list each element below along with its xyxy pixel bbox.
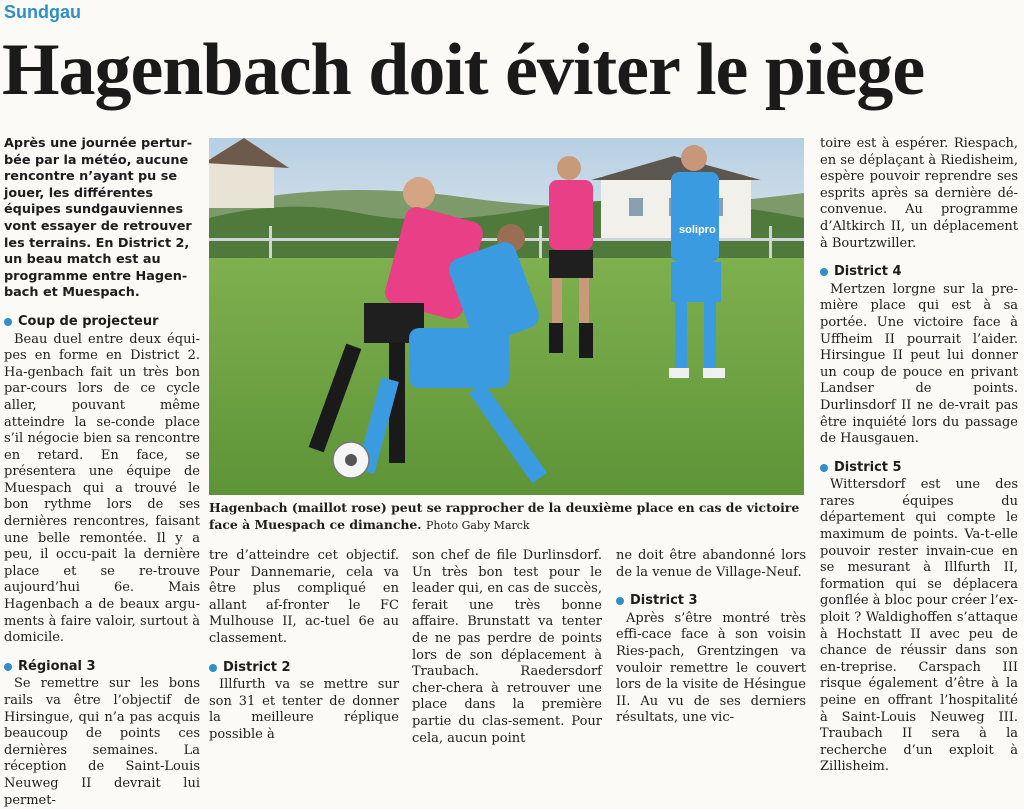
photo-caption: Hagenbach (maillot rose) peut se rapprocher de la deuxième place en cas de victoire face à Muespach ce dimanche. Photo Gaby Marck — [209, 500, 800, 532]
football-players-illustration — [209, 138, 804, 495]
column-3 — [412, 548, 602, 747]
bullet-icon — [820, 464, 828, 472]
lead-paragraph: Après une journée pertur-bée par la météo, aucune rencontre n’ayant pu se jouer, les différentes équipes sundgauviennes vont essayer de retrouver les terrains. En District 2, un beau match est au programme entre Hagen-bach et Muespach. — [4, 136, 193, 301]
subhead-district-3: District 3 — [616, 593, 806, 610]
photo-credit: Photo Gaby Marck — [425, 518, 530, 532]
bullet-icon — [4, 318, 12, 326]
bullet-icon — [209, 664, 217, 672]
body-paragraph: toire est à espérer. Riespach, en se déplaçant à Riedisheim, espère pouvoir reprendre ses esprits après sa dernière dé-convenue. Au programme d’Altkirch II, un déplacement à Bourtzwiller. — [820, 136, 1018, 251]
subhead-district-4: District 4 — [820, 264, 1018, 281]
body-paragraph: Illfurth va se mettre sur son 31 et tenter de donner la meilleure réplique possible à — [209, 677, 399, 742]
column-2 — [209, 548, 399, 744]
subhead-coup-de-projecteur: Coup de projecteur — [4, 314, 200, 331]
body-paragraph: Après s’être montré très effi-cace face à son voisin Ries-pach, Grentzingen va vouloir remettre le couvert lors de la visite de Hésingue II. Au vu de ses derniers résultats, une vic- — [616, 610, 806, 726]
body-paragraph: Mertzen lorgne sur la pre-mière place qui est à sa portée. Une victoire face à Uffheim II pourrait l’aider. Hirsingue II peut lui donner un coup de pouce en privant Landser de points. Durlinsdorf II ne de-vrait pas être inquiété lors du passage de Hausgauen. — [820, 281, 1018, 447]
subhead-district-2: District 2 — [209, 660, 399, 677]
headline: Hagenbach doit éviter le piège — [2, 29, 925, 111]
body-paragraph: Se remettre sur les bons rails va être l’objectif de Hirsingue, qui n’a pas acquis beaucoup de points ces dernières semaines. La réception de Saint-Louis Neuweg II devrait lui permet- — [4, 676, 200, 808]
match-photo — [209, 138, 804, 495]
body-paragraph: ne doit être abandonné lors de la venue de Village-Neuf. — [616, 548, 806, 580]
body-paragraph: tre d’atteindre cet objectif. Pour Dannemarie, cela va être plus compliqué en allant af-fronter le FC Mulhouse II, ac-tuel 6e au classement. — [209, 548, 399, 646]
column-4 — [616, 548, 806, 727]
subhead-district-5: District 5 — [820, 460, 1018, 477]
body-paragraph: son chef de file Durlinsdorf. Un très bon test pour le leader qui, en cas de succès, ferait une très bonne affaire. Brunstatt va tenter de ne pas perdre de points lors de son déplacement à Traubach. Raedersdorf cher-chera à retrouver une place dans la première partie du clas-sement. Pour cela, aucun point — [412, 548, 602, 746]
body-paragraph: Beau duel entre deux équi-pes en forme en District 2. Ha-genbach fait un très bon par-cours lors de ce cycle aller, pouvant même atteindre la se-conde place s’il négocie bien sa rencontre en retard. En face, se présentera une équipe de Muespach qui a trouvé le bon rythme lors de ses dernières rencontres, faisant une belle remontée. Il y a peu, il occu-pait la dernière place et se re-trouve aujourd’hui 6e. Mais Hagenbach a de beaux argu-ments à faire valoir, surtout à domicile. — [4, 331, 200, 646]
bullet-icon — [616, 597, 624, 605]
subhead-regional-3: Régional 3 — [4, 659, 200, 676]
body-paragraph: Wittersdorf est une des rares équipes du département qui compte le maximum de points. Va-t-elle pouvoir rester invain-cue en se mesurant à Illfurth II, formation qui se déplacera gonflée à bloc pour créer l’ex-ploit ? Waldighoffen s’attaque à Hochstatt II avec peu de chance de réussir dans son en-treprise. Carspach III risque également d’être à la peine en offrant l’hospitalité à Saint-Louis Neuweg III. Traubach II sera à la recherche d’un exploit à Zillisheim. — [820, 477, 1018, 775]
bullet-icon — [4, 663, 12, 671]
section-tag: Sundgau — [4, 2, 81, 22]
column-5 — [820, 136, 1018, 776]
bullet-icon — [820, 268, 828, 276]
column-1 — [4, 136, 200, 809]
jersey-sponsor-text: solipro — [679, 224, 716, 236]
